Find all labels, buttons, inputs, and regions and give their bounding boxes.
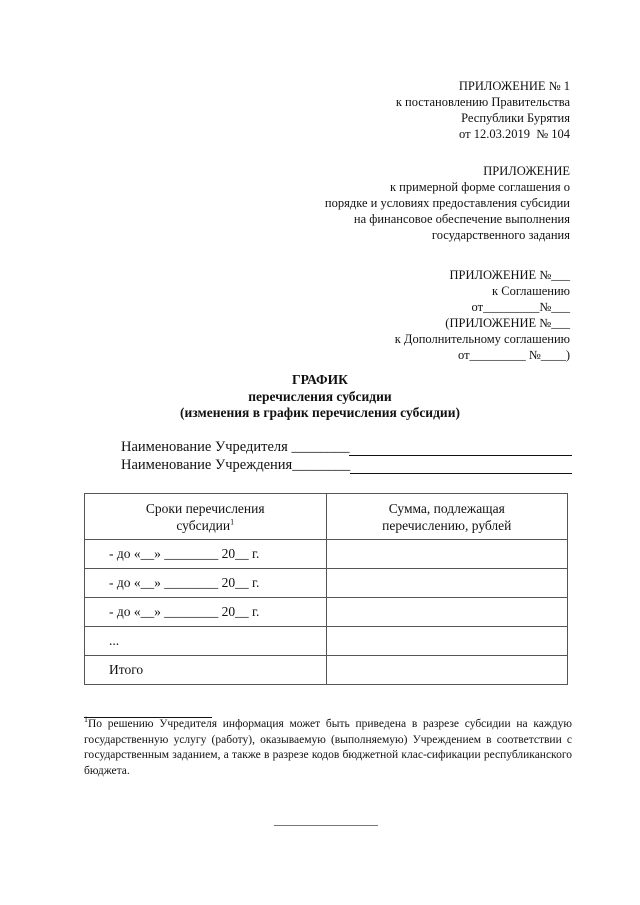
amount-cell[interactable] [326,569,568,598]
schedule-table [84,493,568,685]
institution-label: Наименование Учреждения________ [121,457,351,473]
institution-field-row [121,456,572,474]
institution-field[interactable] [350,459,572,474]
column-header-terms-line2: субсидии [176,517,231,533]
heading-subtitle-note: (изменения в график перечисления субсидии) [180,405,460,420]
heading-subtitle: перечисления субсидии [248,388,392,404]
table-row [85,540,568,569]
term-cell: - до «__» ________ 20__ г. [85,598,327,627]
amount-cell[interactable] [326,540,568,569]
annex-3-line: к Дополнительному соглашению [394,332,570,346]
amount-cell[interactable] [326,627,568,656]
annex-3-line: от_________ №____) [457,348,570,362]
names-section [121,438,572,474]
total-amount-cell[interactable] [326,656,568,685]
annex-1-title: ПРИЛОЖЕНИЕ № 1 [458,79,570,93]
amount-cell[interactable] [326,598,568,627]
annex-3-line: (ПРИЛОЖЕНИЕ №___ [445,316,570,330]
table-row [85,627,568,656]
table-row [85,569,568,598]
heading-title: ГРАФИК [292,372,348,387]
annex-2-title: ПРИЛОЖЕНИЕ [483,164,570,178]
footnote-reference: 1 [230,517,235,526]
annex-2-line: на финансовое обеспечение выполнения [353,212,570,226]
annex-2-line: порядке и условиях предоставления субсидии [324,196,570,210]
annex-1-block [396,78,570,142]
term-cell: ... [85,627,327,656]
founder-label: Наименование Учредителя ________ [121,439,350,455]
annex-3-line: ПРИЛОЖЕНИЕ №___ [449,268,570,282]
column-header-terms-line1: Сроки перечисления [145,500,265,516]
founder-field-row [121,438,572,456]
footnote [84,717,572,779]
annex-2-block [325,163,570,243]
total-label-cell: Итого [85,656,327,685]
document-heading [0,372,640,422]
founder-field[interactable] [349,441,572,456]
column-header-amount-line1: Сумма, подлежащая [388,500,505,516]
annex-1-line: к постановлению Правительства [395,95,570,109]
annex-2-line: к примерной форме соглашения о [389,180,570,194]
page-bottom-divider [274,825,378,826]
annex-1-line: от 12.03.2019 № 104 [459,127,570,141]
table-row-total [85,656,568,685]
annex-2-line: государственного задания [431,228,570,242]
column-header-amount-line2: перечислению, рублей [382,517,512,533]
annex-3-block [395,267,570,363]
term-cell: - до «__» ________ 20__ г. [85,569,327,598]
column-header-amount [326,494,568,540]
column-header-terms [85,494,327,540]
table-row [85,598,568,627]
annex-1-line: Республики Бурятия [461,111,570,125]
table-header-row [85,494,568,540]
term-cell: - до «__» ________ 20__ г. [85,540,327,569]
annex-3-line: к Соглашению [492,284,570,298]
footnote-text: По решению Учредителя информация может быть приведена в разрезе субсидии на каждую государственную услугу (работу), оказываемую (выполняемую) Учреждением в соответствии с государственным заданием, а также в разрезе кодов бюджетной клас-сификации республиканского бюджета. [84,718,572,777]
annex-3-line: от_________№___ [471,300,570,314]
footnote-mark: 1 [84,715,88,725]
